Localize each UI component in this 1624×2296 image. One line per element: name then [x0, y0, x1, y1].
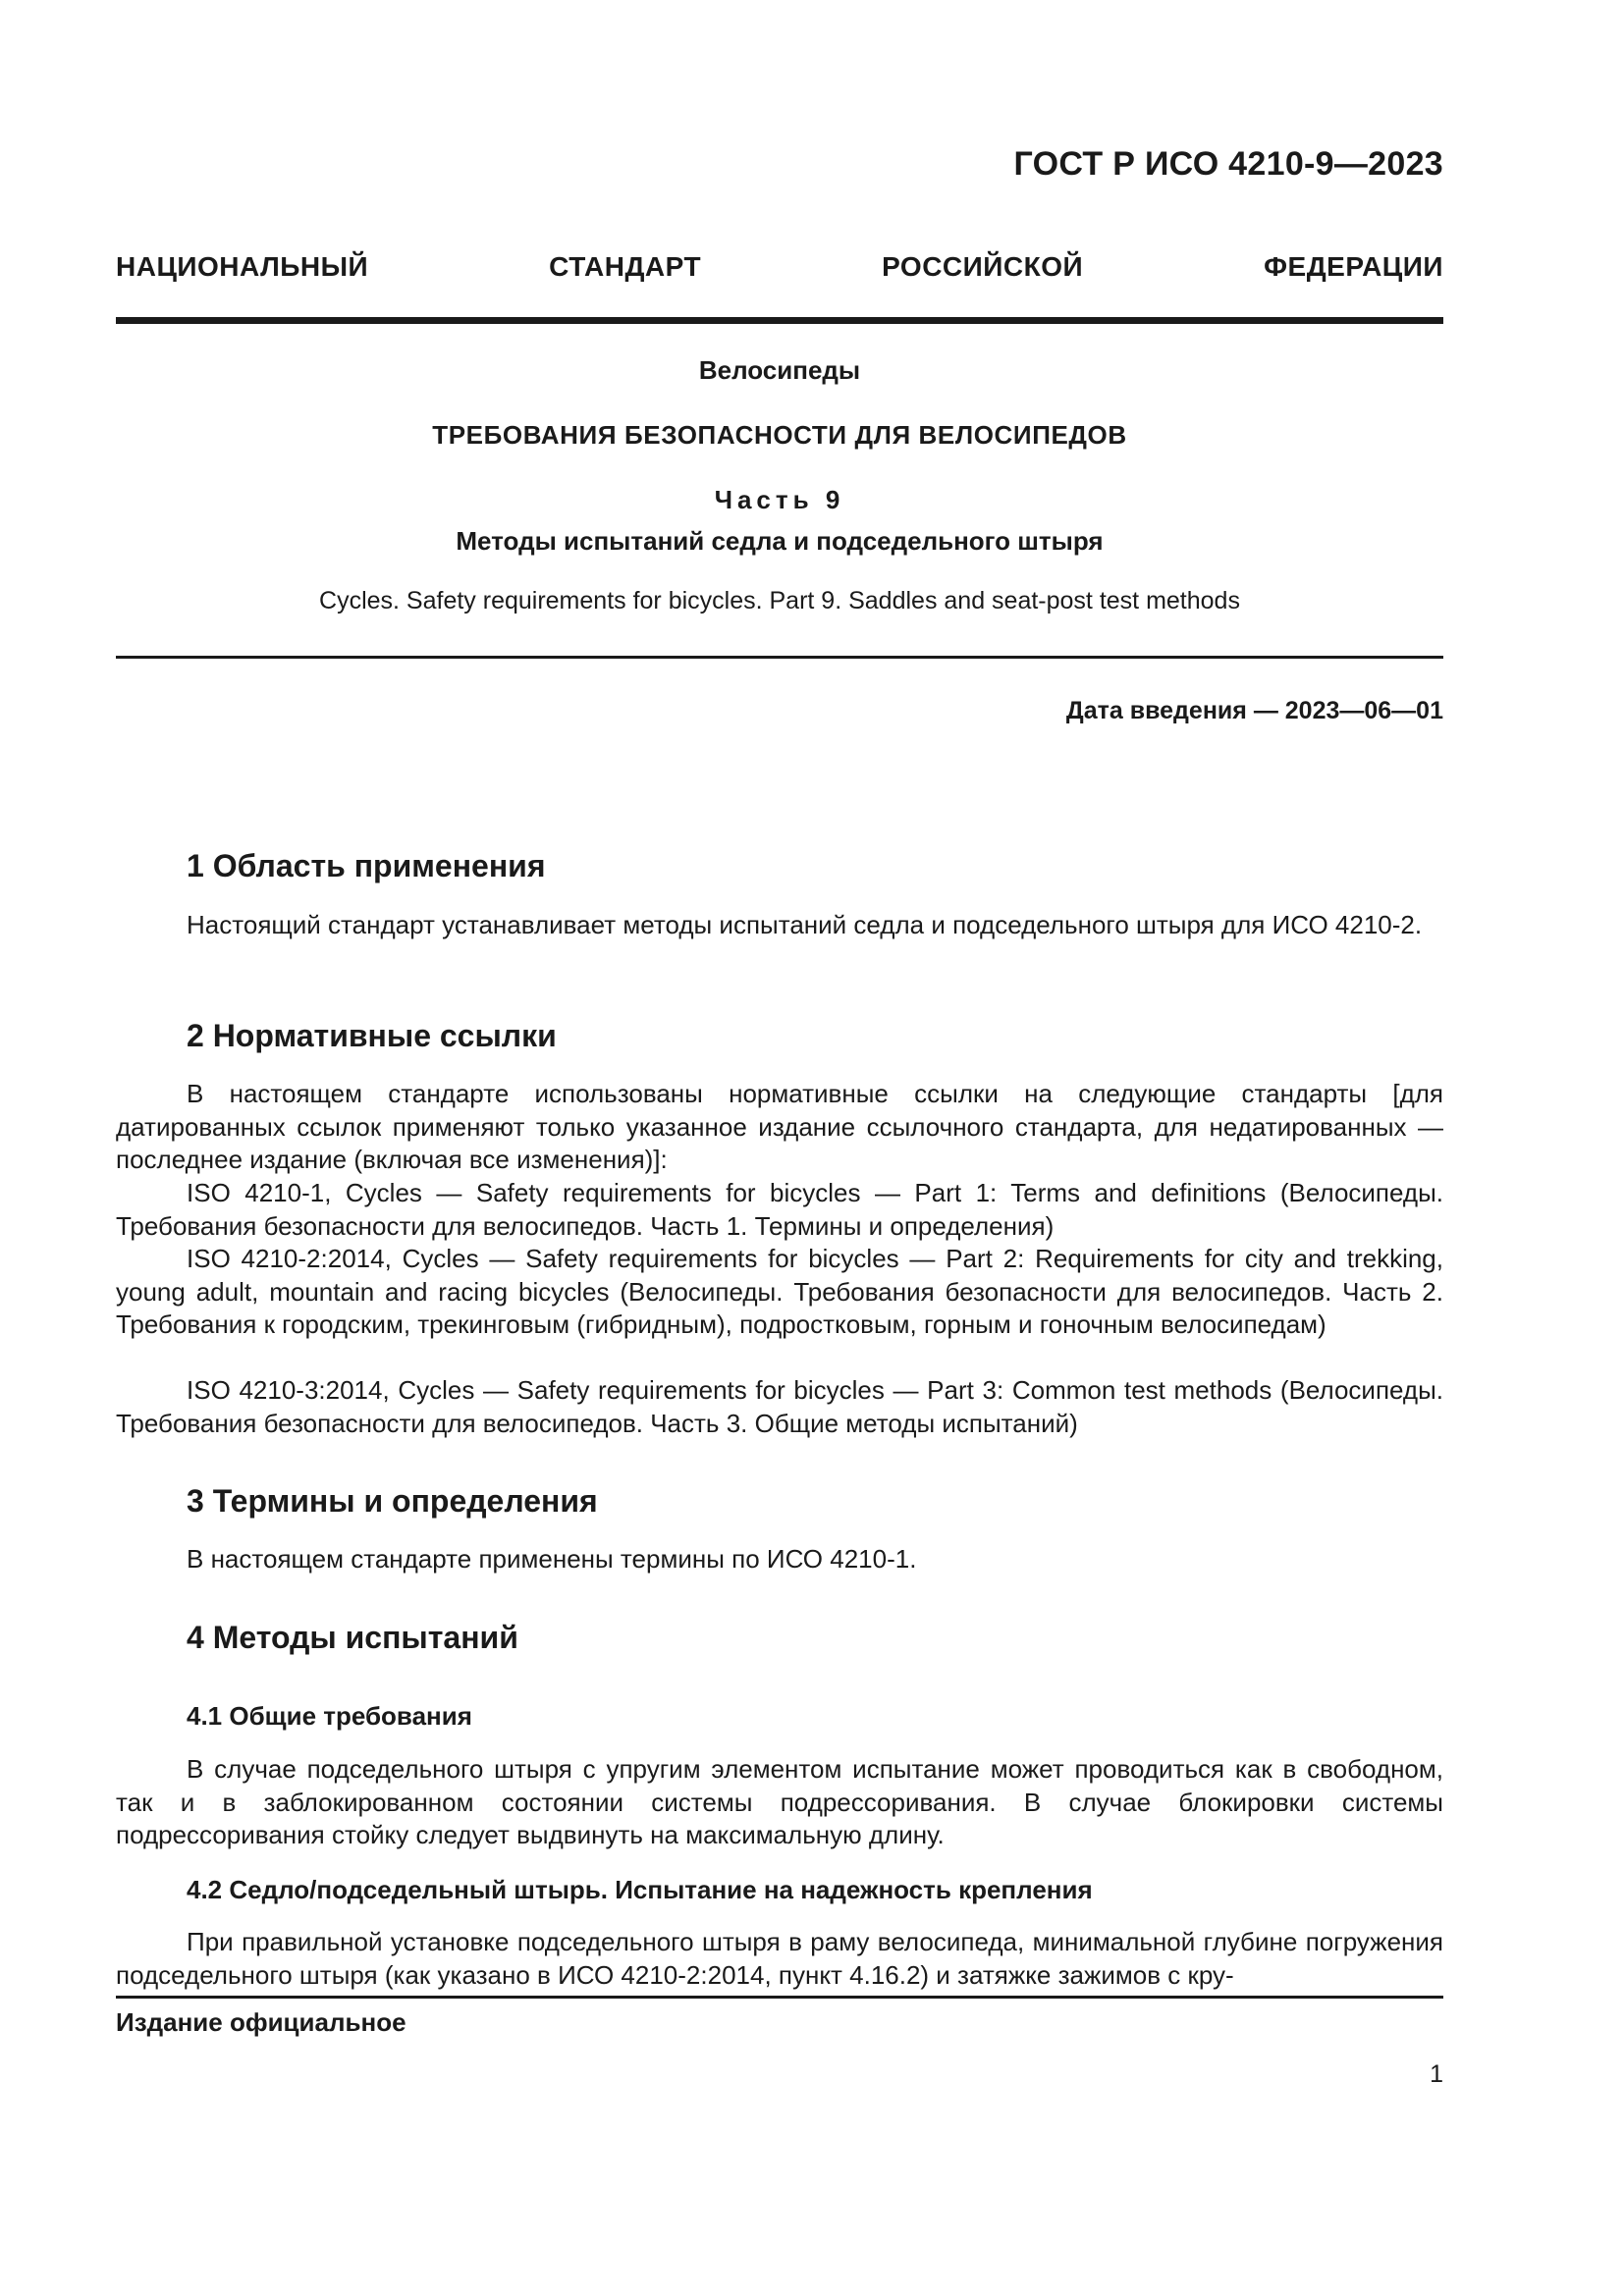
title-line-1: Велосипеды: [698, 355, 861, 385]
page-number: 1: [1430, 2060, 1443, 2088]
section-2-reference-2: ISO 4210-2:2014, Cycles — Safety requirements for bicycles — Part 2: Requirements for city and trekking, young adult, mountain and racing bicycles (Велосипеды. Требования безопасности для велосипедов. Часть 2. Требования к городским, трекинговым (гибридным), подростковым, горным и гоночным велосипедам): [116, 1244, 1443, 1339]
title-rule: [116, 656, 1443, 659]
subsection-4-1-heading: 4.1 Общие требования: [187, 1701, 472, 1731]
footer-rule: [116, 1996, 1443, 1999]
section-3-heading: 3 Термины и определения: [187, 1483, 598, 1519]
section-1-paragraph: Настоящий стандарт устанавливает методы испытаний седла и подседельного штыря для ИСО 4210-2.: [187, 910, 1423, 939]
introduction-date: Дата введения — 2023—06—01: [1065, 697, 1443, 724]
section-2-heading: 2 Нормативные ссылки: [187, 1018, 557, 1053]
subsection-4-1-paragraph: В случае подседельного штыря с упругим элементом испытание может проводиться как в свободном, так и в заблокированном состоянии системы подрессоривания. В случае блокировки системы подрессоривания стойку следует выдвинуть на максимальную длину.: [116, 1754, 1443, 1849]
section-4-heading: 4 Методы испытаний: [187, 1620, 518, 1655]
header-thick-rule: [116, 317, 1443, 324]
section-1-heading: 1 Область применения: [187, 848, 546, 883]
official-edition-label: Издание официальное: [116, 2007, 406, 2037]
subsection-4-2-heading: 4.2 Седло/подседельный штырь. Испытание на надежность крепления: [187, 1875, 1093, 1904]
section-2-reference-1: ISO 4210-1, Cycles — Safety requirements for bicycles — Part 1: Terms and definitions (Велосипеды. Требования безопасности для велосипедов. Часть 1. Термины и определения): [116, 1178, 1443, 1241]
document-code: ГОСТ Р ИСО 4210-9—2023: [1013, 145, 1443, 183]
title-english: Cycles. Safety requirements for bicycles. Part 9. Saddles and seat-post test methods: [319, 587, 1240, 614]
section-2-reference-3: ISO 4210-3:2014, Cycles — Safety requirements for bicycles — Part 3: Common test methods (Велосипеды. Требования безопасности для велосипедов. Часть 3. Общие методы испытаний): [116, 1375, 1443, 1438]
section-2-paragraph: В настоящем стандарте использованы нормативные ссылки на следующие стандарты [для датированных ссылок применяют только указанное издание ссылочного стандарта, для недатированных — последнее издание (включая все изменения)]:: [116, 1079, 1443, 1174]
national-standard-banner: НАЦИОНАЛЬНЫЙ СТАНДАРТ РОССИЙСКОЙ ФЕДЕРАЦИИ: [116, 251, 1443, 282]
section-3-paragraph: В настоящем стандарте применены термины по ИСО 4210-1.: [187, 1544, 917, 1574]
title-line-3: Методы испытаний седла и подседельного штыря: [456, 526, 1104, 556]
title-line-2: ТРЕБОВАНИЯ БЕЗОПАСНОСТИ ДЛЯ ВЕЛОСИПЕДОВ: [432, 420, 1127, 450]
title-part: Часть 9: [714, 485, 845, 514]
subsection-4-2-paragraph: При правильной установке подседельного штыря в раму велосипеда, минимальной глубине погружения подседельного штыря (как указано в ИСО 4210-2:2014, пункт 4.16.2) и затяжке зажимов с кру-: [116, 1927, 1443, 1990]
